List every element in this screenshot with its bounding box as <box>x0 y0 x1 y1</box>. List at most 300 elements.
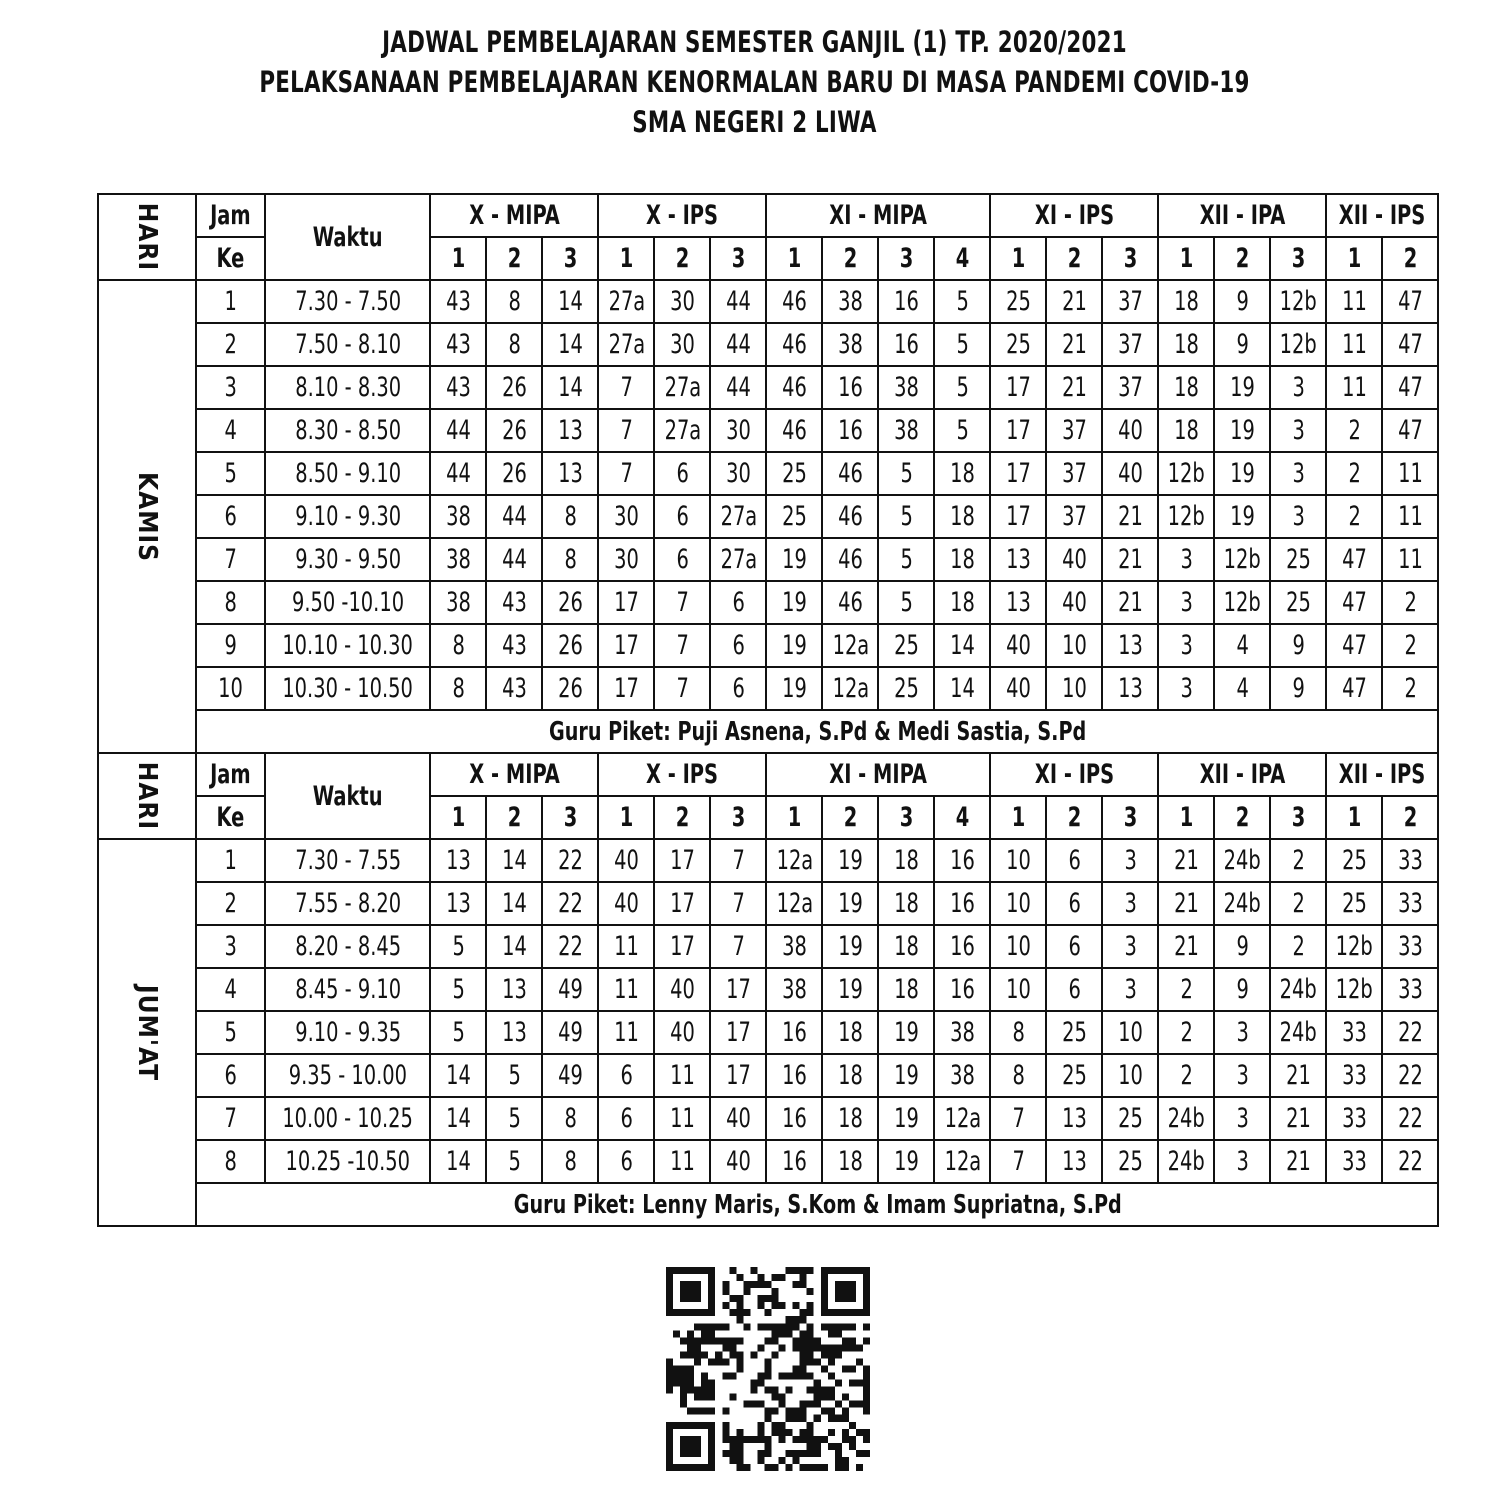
teacher-code-cell-text: 6 <box>676 501 689 532</box>
teacher-code-cell <box>822 1011 878 1054</box>
teacher-code-cell <box>1326 280 1382 323</box>
teacher-code-cell <box>878 366 934 409</box>
teacher-code-cell <box>1270 581 1326 624</box>
teacher-code-cell-text: 2 <box>1180 1060 1193 1091</box>
teacher-code-cell <box>1326 1140 1382 1183</box>
class-group-header-text: XI - IPS <box>1034 200 1115 231</box>
table-row <box>98 1140 1438 1183</box>
teacher-code-cell <box>542 882 598 925</box>
teacher-code-cell <box>1158 581 1214 624</box>
teacher-code-cell <box>654 581 710 624</box>
teacher-code-cell-text: 8 <box>1012 1060 1025 1091</box>
teacher-code-cell <box>486 1097 542 1140</box>
class-number-header-text: 2 <box>675 243 690 274</box>
teacher-code-cell-text: 26 <box>502 372 527 403</box>
class-group-header <box>430 753 598 796</box>
teacher-code-cell <box>1382 1011 1438 1054</box>
teacher-code-cell-text: 38 <box>838 286 863 317</box>
teacher-code-cell-text: 44 <box>446 458 471 489</box>
jam-ke-cell <box>196 1097 265 1140</box>
teacher-code-cell-text: 21 <box>1174 845 1199 876</box>
teacher-code-cell-text: 3 <box>1236 1060 1249 1091</box>
teacher-code-cell-text: 2 <box>1180 974 1193 1005</box>
jam-ke-cell-text: 4 <box>224 974 237 1005</box>
waktu-cell-text: 7.30 - 7.50 <box>294 286 401 317</box>
waktu-cell <box>265 667 430 710</box>
teacher-code-cell <box>1046 882 1102 925</box>
teacher-code-cell <box>878 925 934 968</box>
guru-piket-cell-text: Guru Piket: Lenny Maris, S.Kom & Imam Supriatna, S.Pd <box>513 1189 1122 1220</box>
teacher-code-cell-text: 13 <box>502 974 527 1005</box>
jam-header <box>196 194 265 237</box>
teacher-code-cell-text: 7 <box>620 415 633 446</box>
jam-ke-cell-text: 2 <box>224 329 237 360</box>
teacher-code-cell-text: 13 <box>1118 673 1143 704</box>
teacher-code-cell <box>542 968 598 1011</box>
teacher-code-cell <box>1158 495 1214 538</box>
teacher-code-cell <box>1046 968 1102 1011</box>
jam-ke-cell-text: 3 <box>224 931 237 962</box>
teacher-code-cell <box>1382 968 1438 1011</box>
teacher-code-cell <box>710 280 766 323</box>
day-label-text: KAMIS <box>132 471 163 562</box>
teacher-code-cell <box>598 495 654 538</box>
teacher-code-cell <box>1214 1011 1270 1054</box>
teacher-code-cell <box>1102 968 1158 1011</box>
class-number-header-text: 1 <box>1011 802 1026 833</box>
teacher-code-cell <box>654 366 710 409</box>
teacher-code-cell <box>486 882 542 925</box>
teacher-code-cell-text: 8 <box>564 501 577 532</box>
waktu-cell <box>265 538 430 581</box>
teacher-code-cell <box>1270 538 1326 581</box>
teacher-code-cell-text: 25 <box>1006 286 1031 317</box>
teacher-code-cell <box>878 452 934 495</box>
table-row <box>98 968 1438 1011</box>
teacher-code-cell <box>934 882 990 925</box>
teacher-code-cell <box>486 495 542 538</box>
class-number-header-text: 3 <box>563 802 578 833</box>
teacher-code-cell <box>766 1140 822 1183</box>
teacher-code-cell-text: 3 <box>1124 845 1137 876</box>
teacher-code-cell <box>430 581 486 624</box>
teacher-code-cell-text: 25 <box>1118 1103 1143 1134</box>
title-line-1: JADWAL PEMBELAJARAN SEMESTER GANJIL (1) TP. 2020/2021 <box>382 25 1127 59</box>
teacher-code-cell <box>1102 1054 1158 1097</box>
teacher-code-cell <box>934 366 990 409</box>
teacher-code-cell <box>430 1011 486 1054</box>
teacher-code-cell <box>654 624 710 667</box>
teacher-code-cell-text: 27a <box>608 286 645 317</box>
teacher-code-cell <box>1046 581 1102 624</box>
teacher-code-cell <box>990 1097 1046 1140</box>
teacher-code-cell <box>542 925 598 968</box>
jam-ke-cell <box>196 667 265 710</box>
class-number-header <box>934 796 990 839</box>
teacher-code-cell <box>990 495 1046 538</box>
class-group-header <box>598 194 766 237</box>
teacher-code-cell <box>430 280 486 323</box>
teacher-code-cell-text: 11 <box>614 1017 639 1048</box>
teacher-code-cell <box>766 280 822 323</box>
waktu-cell <box>265 581 430 624</box>
teacher-code-cell-text: 14 <box>950 630 975 661</box>
teacher-code-cell <box>990 1140 1046 1183</box>
teacher-code-cell-text: 11 <box>670 1060 695 1091</box>
class-group-header-text: X - MIPA <box>469 200 560 231</box>
table-row <box>98 925 1438 968</box>
jam-ke-cell-text: 8 <box>224 587 237 618</box>
waktu-cell-text: 7.50 - 8.10 <box>294 329 401 360</box>
teacher-code-cell-text: 47 <box>1342 673 1367 704</box>
teacher-code-cell <box>598 1097 654 1140</box>
teacher-code-cell <box>654 409 710 452</box>
teacher-code-cell <box>1158 839 1214 882</box>
class-number-header-text: 1 <box>787 802 802 833</box>
teacher-code-cell-text: 18 <box>1174 415 1199 446</box>
teacher-code-cell <box>542 839 598 882</box>
teacher-code-cell <box>598 452 654 495</box>
teacher-code-cell-text: 25 <box>1062 1017 1087 1048</box>
teacher-code-cell-text: 12a <box>776 888 813 919</box>
teacher-code-cell-text: 21 <box>1286 1103 1311 1134</box>
teacher-code-cell <box>1102 409 1158 452</box>
teacher-code-cell <box>1046 667 1102 710</box>
teacher-code-cell-text: 33 <box>1398 888 1423 919</box>
teacher-code-cell <box>1326 624 1382 667</box>
teacher-code-cell <box>542 1054 598 1097</box>
teacher-code-cell <box>934 538 990 581</box>
teacher-code-cell <box>1326 538 1382 581</box>
teacher-code-cell <box>654 839 710 882</box>
teacher-code-cell <box>878 968 934 1011</box>
teacher-code-cell-text: 9 <box>1236 286 1249 317</box>
teacher-code-cell-text: 21 <box>1286 1060 1311 1091</box>
teacher-code-cell-text: 9 <box>1292 673 1305 704</box>
teacher-code-cell <box>822 581 878 624</box>
teacher-code-cell-text: 46 <box>838 458 863 489</box>
jam-ke-cell-text: 1 <box>224 845 237 876</box>
class-group-header-text: X - MIPA <box>469 759 560 790</box>
waktu-cell <box>265 1140 430 1183</box>
day-label-text: JUM'AT <box>132 984 163 1081</box>
teacher-code-cell <box>1382 366 1438 409</box>
class-number-header-text: 4 <box>955 243 970 274</box>
teacher-code-cell <box>1326 452 1382 495</box>
teacher-code-cell-text: 24b <box>1223 845 1261 876</box>
teacher-code-cell-text: 6 <box>676 544 689 575</box>
teacher-code-cell-text: 7 <box>732 845 745 876</box>
teacher-code-cell-text: 44 <box>502 544 527 575</box>
teacher-code-cell-text: 37 <box>1118 329 1143 360</box>
teacher-code-cell-text: 17 <box>726 974 751 1005</box>
teacher-code-cell <box>1382 1097 1438 1140</box>
ke-header-text: Ke <box>216 243 245 274</box>
teacher-code-cell <box>486 968 542 1011</box>
waktu-cell-text: 9.35 - 10.00 <box>288 1060 407 1091</box>
teacher-code-cell <box>878 624 934 667</box>
teacher-code-cell-text: 37 <box>1062 458 1087 489</box>
teacher-code-cell-text: 5 <box>956 286 969 317</box>
teacher-code-cell <box>1382 323 1438 366</box>
teacher-code-cell <box>1158 1140 1214 1183</box>
teacher-code-cell-text: 47 <box>1342 544 1367 575</box>
teacher-code-cell-text: 3 <box>1180 630 1193 661</box>
teacher-code-cell-text: 13 <box>558 415 583 446</box>
teacher-code-cell <box>766 624 822 667</box>
teacher-code-cell <box>822 925 878 968</box>
teacher-code-cell <box>1158 1011 1214 1054</box>
guru-piket-cell <box>196 710 1438 753</box>
teacher-code-cell-text: 44 <box>502 501 527 532</box>
teacher-code-cell <box>934 1097 990 1140</box>
class-number-header-text: 1 <box>451 243 466 274</box>
waktu-cell-text: 9.30 - 9.50 <box>294 544 401 575</box>
teacher-code-cell <box>542 667 598 710</box>
waktu-cell-text: 10.10 - 10.30 <box>282 630 414 661</box>
teacher-code-cell-text: 11 <box>1342 286 1367 317</box>
teacher-code-cell-text: 21 <box>1174 888 1199 919</box>
teacher-code-cell-text: 19 <box>1230 458 1255 489</box>
class-number-header <box>822 796 878 839</box>
teacher-code-cell-text: 19 <box>782 544 807 575</box>
teacher-code-cell <box>1326 1097 1382 1140</box>
table-row <box>98 667 1438 710</box>
teacher-code-cell <box>990 925 1046 968</box>
teacher-code-cell-text: 6 <box>732 673 745 704</box>
teacher-code-cell-text: 43 <box>446 286 471 317</box>
teacher-code-cell-text: 24b <box>1223 888 1261 919</box>
teacher-code-cell <box>1158 1054 1214 1097</box>
teacher-code-cell <box>598 323 654 366</box>
teacher-code-cell-text: 7 <box>676 673 689 704</box>
teacher-code-cell-text: 12b <box>1279 286 1317 317</box>
teacher-code-cell <box>598 925 654 968</box>
teacher-code-cell <box>1270 1140 1326 1183</box>
teacher-code-cell-text: 37 <box>1062 501 1087 532</box>
teacher-code-cell <box>542 1097 598 1140</box>
teacher-code-cell <box>1046 839 1102 882</box>
teacher-code-cell-text: 33 <box>1398 845 1423 876</box>
teacher-code-cell-text: 25 <box>782 458 807 489</box>
teacher-code-cell <box>710 581 766 624</box>
class-number-header <box>878 237 934 280</box>
teacher-code-cell <box>486 1140 542 1183</box>
class-group-header-text: XI - IPS <box>1034 759 1115 790</box>
teacher-code-cell-text: 24b <box>1167 1103 1205 1134</box>
teacher-code-cell-text: 14 <box>502 845 527 876</box>
jam-ke-cell-text: 7 <box>224 544 237 575</box>
teacher-code-cell <box>598 538 654 581</box>
guru-piket-row <box>98 710 1438 753</box>
teacher-code-cell <box>766 839 822 882</box>
jam-ke-cell <box>196 1140 265 1183</box>
jam-ke-cell <box>196 452 265 495</box>
teacher-code-cell-text: 22 <box>1398 1103 1423 1134</box>
teacher-code-cell <box>710 1011 766 1054</box>
class-number-header-text: 2 <box>843 802 858 833</box>
teacher-code-cell <box>1382 839 1438 882</box>
teacher-code-cell <box>1102 323 1158 366</box>
teacher-code-cell <box>430 968 486 1011</box>
teacher-code-cell-text: 7 <box>1012 1103 1025 1134</box>
table-row <box>98 882 1438 925</box>
teacher-code-cell <box>1158 280 1214 323</box>
teacher-code-cell-text: 6 <box>1068 974 1081 1005</box>
teacher-code-cell-text: 17 <box>1006 458 1031 489</box>
teacher-code-cell-text: 18 <box>838 1060 863 1091</box>
teacher-code-cell-text: 27a <box>720 544 757 575</box>
teacher-code-cell-text: 12b <box>1167 501 1205 532</box>
teacher-code-cell <box>990 882 1046 925</box>
teacher-code-cell-text: 21 <box>1062 329 1087 360</box>
teacher-code-cell <box>878 1011 934 1054</box>
class-number-header-text: 1 <box>619 243 634 274</box>
teacher-code-cell <box>822 667 878 710</box>
class-number-header <box>1270 796 1326 839</box>
teacher-code-cell <box>1102 1097 1158 1140</box>
jam-ke-cell-text: 5 <box>224 458 237 489</box>
teacher-code-cell <box>1102 882 1158 925</box>
teacher-code-cell-text: 14 <box>446 1060 471 1091</box>
jam-ke-cell <box>196 495 265 538</box>
teacher-code-cell-text: 40 <box>726 1103 751 1134</box>
teacher-code-cell <box>1382 925 1438 968</box>
teacher-code-cell-text: 14 <box>558 372 583 403</box>
teacher-code-cell <box>1326 581 1382 624</box>
teacher-code-cell <box>1214 882 1270 925</box>
teacher-code-cell <box>1158 366 1214 409</box>
teacher-code-cell <box>766 452 822 495</box>
teacher-code-cell-text: 17 <box>726 1017 751 1048</box>
teacher-code-cell <box>1102 1140 1158 1183</box>
teacher-code-cell <box>822 366 878 409</box>
teacher-code-cell <box>766 968 822 1011</box>
teacher-code-cell <box>710 667 766 710</box>
class-number-header <box>1326 796 1382 839</box>
teacher-code-cell-text: 38 <box>782 974 807 1005</box>
teacher-code-cell-text: 5 <box>900 544 913 575</box>
teacher-code-cell-text: 16 <box>782 1146 807 1177</box>
teacher-code-cell <box>1102 624 1158 667</box>
jam-ke-cell-text: 8 <box>224 1146 237 1177</box>
teacher-code-cell-text: 8 <box>564 1146 577 1177</box>
teacher-code-cell <box>1326 366 1382 409</box>
teacher-code-cell-text: 14 <box>446 1146 471 1177</box>
class-number-header-text: 3 <box>1291 243 1306 274</box>
teacher-code-cell <box>1214 1054 1270 1097</box>
teacher-code-cell <box>1270 1054 1326 1097</box>
hari-header <box>98 753 196 839</box>
teacher-code-cell <box>1102 1011 1158 1054</box>
teacher-code-cell-text: 38 <box>950 1060 975 1091</box>
teacher-code-cell-text: 5 <box>956 372 969 403</box>
teacher-code-cell <box>1382 624 1438 667</box>
table-row <box>98 366 1438 409</box>
class-number-header <box>486 237 542 280</box>
guru-piket-cell <box>196 1183 1438 1226</box>
class-group-header <box>1326 194 1438 237</box>
teacher-code-cell-text: 3 <box>1124 888 1137 919</box>
teacher-code-cell-text: 37 <box>1118 286 1143 317</box>
teacher-code-cell <box>990 581 1046 624</box>
teacher-code-cell <box>654 925 710 968</box>
teacher-code-cell <box>934 667 990 710</box>
teacher-code-cell-text: 22 <box>1398 1060 1423 1091</box>
class-number-header <box>1382 796 1438 839</box>
teacher-code-cell-text: 11 <box>1342 329 1367 360</box>
teacher-code-cell-text: 8 <box>508 286 521 317</box>
teacher-code-cell <box>766 409 822 452</box>
class-group-header-text: XII - IPA <box>1199 200 1286 231</box>
teacher-code-cell-text: 19 <box>838 974 863 1005</box>
jam-ke-cell-text: 2 <box>224 888 237 919</box>
teacher-code-cell-text: 2 <box>1348 415 1361 446</box>
teacher-code-cell-text: 8 <box>564 544 577 575</box>
teacher-code-cell-text: 5 <box>452 931 465 962</box>
teacher-code-cell <box>878 581 934 624</box>
teacher-code-cell <box>934 323 990 366</box>
teacher-code-cell-text: 21 <box>1118 587 1143 618</box>
teacher-code-cell <box>710 624 766 667</box>
table-row <box>98 538 1438 581</box>
teacher-code-cell <box>710 968 766 1011</box>
teacher-code-cell <box>1102 667 1158 710</box>
teacher-code-cell-text: 40 <box>614 888 639 919</box>
teacher-code-cell <box>990 1054 1046 1097</box>
teacher-code-cell <box>1382 1140 1438 1183</box>
teacher-code-cell <box>766 366 822 409</box>
teacher-code-cell <box>430 409 486 452</box>
teacher-code-cell-text: 14 <box>446 1103 471 1134</box>
teacher-code-cell-text: 37 <box>1118 372 1143 403</box>
teacher-code-cell-text: 11 <box>670 1146 695 1177</box>
class-number-header-text: 2 <box>1067 243 1082 274</box>
class-number-header <box>598 237 654 280</box>
teacher-code-cell <box>1326 1054 1382 1097</box>
teacher-code-cell-text: 30 <box>670 286 695 317</box>
teacher-code-cell <box>990 452 1046 495</box>
class-number-header <box>990 796 1046 839</box>
teacher-code-cell-text: 47 <box>1398 415 1423 446</box>
teacher-code-cell <box>990 839 1046 882</box>
jam-ke-cell-text: 6 <box>224 1060 237 1091</box>
teacher-code-cell <box>486 624 542 667</box>
teacher-code-cell-text: 12b <box>1279 329 1317 360</box>
teacher-code-cell <box>430 323 486 366</box>
class-group-header <box>598 753 766 796</box>
class-number-header-text: 1 <box>1179 243 1194 274</box>
teacher-code-cell-text: 4 <box>1236 630 1249 661</box>
teacher-code-cell <box>598 839 654 882</box>
table-row <box>98 409 1438 452</box>
teacher-code-cell-text: 46 <box>838 501 863 532</box>
teacher-code-cell-text: 12b <box>1223 544 1261 575</box>
teacher-code-cell-text: 38 <box>950 1017 975 1048</box>
teacher-code-cell-text: 25 <box>1006 329 1031 360</box>
table-row <box>98 323 1438 366</box>
teacher-code-cell <box>654 667 710 710</box>
teacher-code-cell <box>1046 538 1102 581</box>
teacher-code-cell <box>598 624 654 667</box>
teacher-code-cell <box>598 280 654 323</box>
teacher-code-cell-text: 40 <box>1062 587 1087 618</box>
teacher-code-cell <box>654 1140 710 1183</box>
class-number-header <box>934 237 990 280</box>
class-number-header-text: 3 <box>1123 802 1138 833</box>
teacher-code-cell <box>878 538 934 581</box>
teacher-code-cell <box>1270 925 1326 968</box>
